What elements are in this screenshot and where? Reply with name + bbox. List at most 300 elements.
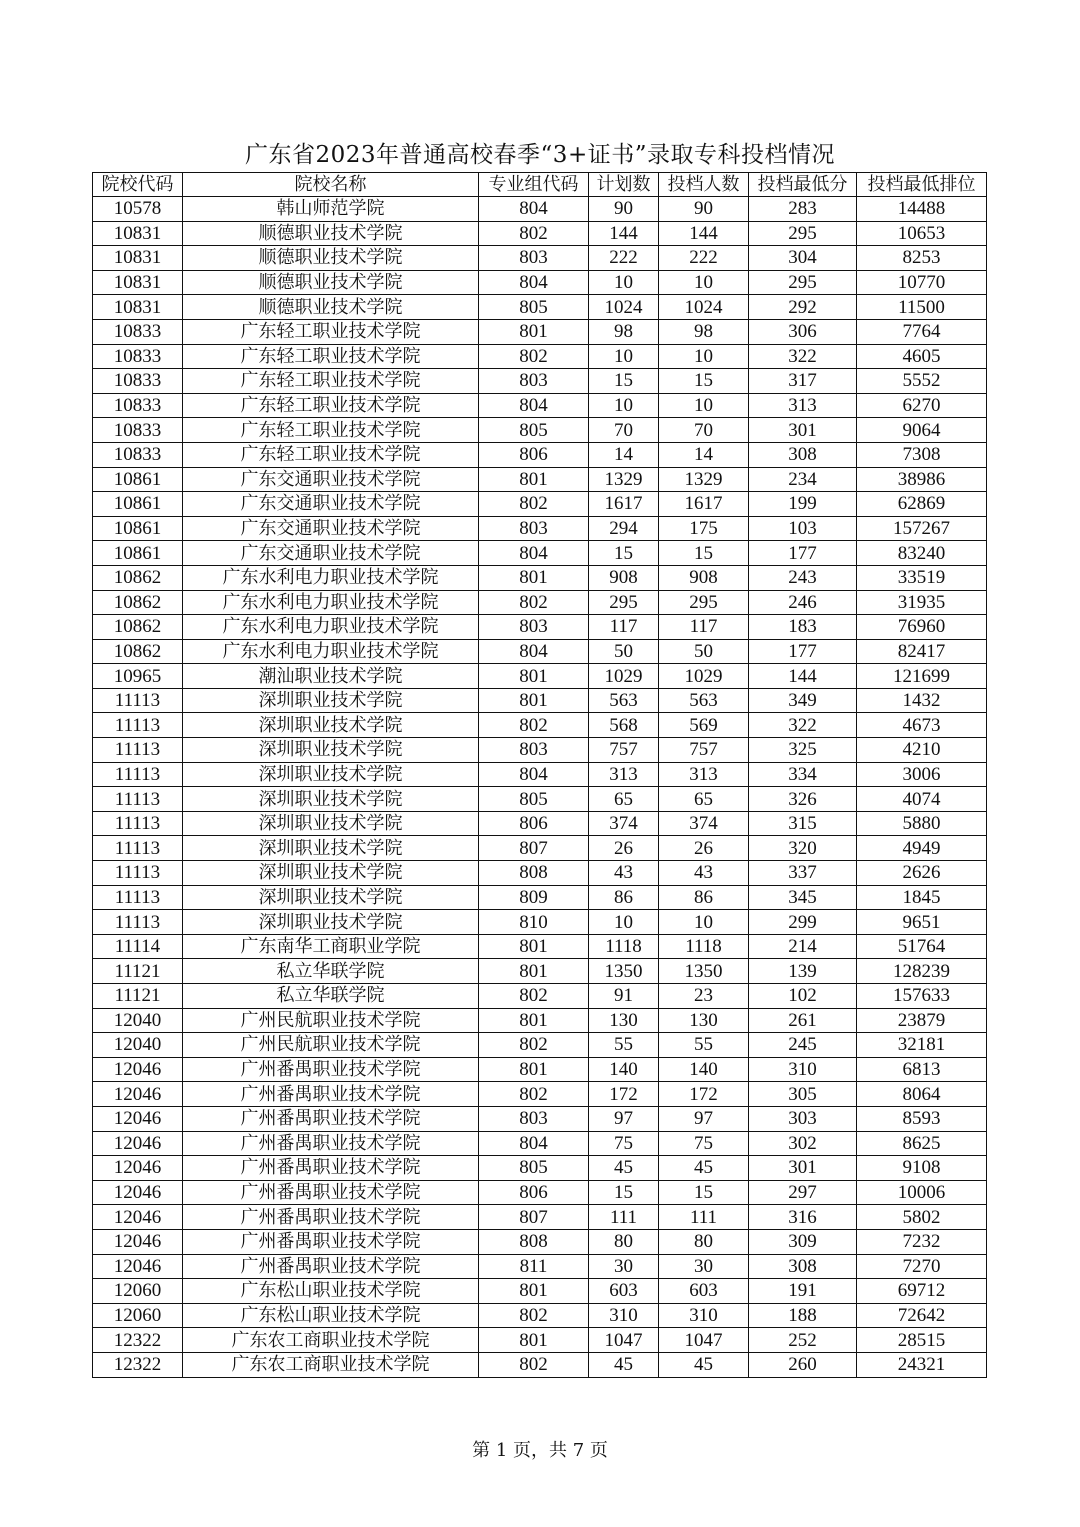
cell-min-rank: 31935 (857, 590, 987, 615)
table-row (93, 861, 987, 886)
cell-school-code: 12046 (93, 1057, 183, 1082)
document-title: 广东省2023年普通高校春季“3+证书”录取专科投档情况 (245, 142, 835, 168)
cell-school-name: 深圳职业技术学院 (183, 885, 479, 910)
cell-plan-count: 294 (589, 516, 659, 541)
cell-min-rank: 69712 (857, 1279, 987, 1304)
cell-min-rank: 8625 (857, 1131, 987, 1156)
cell-plan-count: 75 (589, 1131, 659, 1156)
cell-admitted-count: 1024 (659, 295, 749, 320)
cell-admitted-count: 15 (659, 541, 749, 566)
table-row (93, 1106, 987, 1131)
cell-school-name: 顺德职业技术学院 (183, 295, 479, 320)
cell-min-rank: 8064 (857, 1082, 987, 1107)
cell-min-rank: 2626 (857, 861, 987, 886)
cell-min-rank: 9108 (857, 1156, 987, 1181)
cell-group-code: 802 (479, 1352, 589, 1377)
table-row (93, 565, 987, 590)
cell-min-rank: 6270 (857, 393, 987, 418)
table-header-row (93, 173, 987, 197)
cell-plan-count: 26 (589, 836, 659, 861)
cell-min-score: 345 (749, 885, 857, 910)
cell-school-code: 10578 (93, 197, 183, 222)
cell-min-score: 188 (749, 1303, 857, 1328)
cell-admitted-count: 222 (659, 246, 749, 271)
cell-school-name: 顺德职业技术学院 (183, 246, 479, 271)
table-row (93, 984, 987, 1009)
cell-admitted-count: 10 (659, 393, 749, 418)
cell-school-code: 11113 (93, 762, 183, 787)
cell-min-score: 103 (749, 516, 857, 541)
cell-min-score: 317 (749, 369, 857, 394)
cell-school-code: 12046 (93, 1156, 183, 1181)
cell-admitted-count: 1118 (659, 934, 749, 959)
cell-admitted-count: 80 (659, 1229, 749, 1254)
cell-school-code: 10861 (93, 541, 183, 566)
cell-admitted-count: 65 (659, 787, 749, 812)
cell-school-name: 深圳职业技术学院 (183, 713, 479, 738)
cell-school-name: 广东交通职业技术学院 (183, 541, 479, 566)
cell-admitted-count: 1047 (659, 1328, 749, 1353)
cell-plan-count: 97 (589, 1106, 659, 1131)
cell-group-code: 801 (479, 1328, 589, 1353)
cell-group-code: 804 (479, 762, 589, 787)
cell-school-name: 广州番禺职业技术学院 (183, 1131, 479, 1156)
cell-group-code: 802 (479, 984, 589, 1009)
table-row (93, 1303, 987, 1328)
cell-school-name: 广东轻工职业技术学院 (183, 418, 479, 443)
cell-school-name: 广东交通职业技术学院 (183, 492, 479, 517)
cell-plan-count: 10 (589, 910, 659, 935)
cell-min-rank: 5552 (857, 369, 987, 394)
cell-plan-count: 310 (589, 1303, 659, 1328)
cell-school-name: 顺德职业技术学院 (183, 270, 479, 295)
cell-school-name: 广东水利电力职业技术学院 (183, 590, 479, 615)
cell-school-code: 10862 (93, 565, 183, 590)
cell-school-name: 潮汕职业技术学院 (183, 664, 479, 689)
cell-plan-count: 43 (589, 861, 659, 886)
cell-school-name: 广州民航职业技术学院 (183, 1033, 479, 1058)
cell-plan-count: 172 (589, 1082, 659, 1107)
cell-group-code: 801 (479, 688, 589, 713)
cell-school-code: 10861 (93, 467, 183, 492)
cell-min-rank: 14488 (857, 197, 987, 222)
cell-min-score: 313 (749, 393, 857, 418)
cell-school-name: 广州番禺职业技术学院 (183, 1106, 479, 1131)
cell-school-code: 12046 (93, 1229, 183, 1254)
cell-min-rank: 157267 (857, 516, 987, 541)
cell-min-score: 301 (749, 418, 857, 443)
column-header-min-score: 投档最低分 (749, 173, 857, 197)
cell-school-code: 10862 (93, 615, 183, 640)
cell-school-code: 11121 (93, 984, 183, 1009)
cell-min-rank: 51764 (857, 934, 987, 959)
cell-min-rank: 5880 (857, 811, 987, 836)
cell-admitted-count: 1350 (659, 959, 749, 984)
cell-admitted-count: 1617 (659, 492, 749, 517)
cell-min-rank: 72642 (857, 1303, 987, 1328)
cell-min-score: 308 (749, 442, 857, 467)
cell-min-rank: 4949 (857, 836, 987, 861)
cell-admitted-count: 43 (659, 861, 749, 886)
cell-min-score: 260 (749, 1352, 857, 1377)
cell-group-code: 808 (479, 1229, 589, 1254)
cell-admitted-count: 172 (659, 1082, 749, 1107)
table-row (93, 1082, 987, 1107)
cell-school-name: 广州番禺职业技术学院 (183, 1156, 479, 1181)
cell-school-name: 广东水利电力职业技术学院 (183, 565, 479, 590)
cell-admitted-count: 1029 (659, 664, 749, 689)
cell-plan-count: 91 (589, 984, 659, 1009)
cell-plan-count: 563 (589, 688, 659, 713)
column-header-admitted-count: 投档人数 (659, 173, 749, 197)
cell-school-code: 10833 (93, 393, 183, 418)
table-row (93, 590, 987, 615)
table-row (93, 1229, 987, 1254)
cell-plan-count: 98 (589, 319, 659, 344)
table-row (93, 1156, 987, 1181)
cell-plan-count: 140 (589, 1057, 659, 1082)
cell-min-score: 246 (749, 590, 857, 615)
cell-admitted-count: 144 (659, 221, 749, 246)
column-header-school-code: 院校代码 (93, 173, 183, 197)
cell-plan-count: 295 (589, 590, 659, 615)
cell-min-rank: 7270 (857, 1254, 987, 1279)
cell-min-rank: 4210 (857, 738, 987, 763)
cell-plan-count: 1024 (589, 295, 659, 320)
cell-plan-count: 313 (589, 762, 659, 787)
cell-school-code: 11113 (93, 688, 183, 713)
cell-admitted-count: 908 (659, 565, 749, 590)
cell-plan-count: 1617 (589, 492, 659, 517)
cell-min-rank: 82417 (857, 639, 987, 664)
cell-plan-count: 1118 (589, 934, 659, 959)
column-header-plan-count: 计划数 (589, 173, 659, 197)
cell-school-code: 10833 (93, 369, 183, 394)
cell-school-name: 韩山师范学院 (183, 197, 479, 222)
cell-min-rank: 10006 (857, 1180, 987, 1205)
table-row (93, 934, 987, 959)
table-row (93, 418, 987, 443)
table-row (93, 1008, 987, 1033)
cell-school-code: 12040 (93, 1033, 183, 1058)
cell-admitted-count: 603 (659, 1279, 749, 1304)
cell-min-score: 102 (749, 984, 857, 1009)
cell-group-code: 809 (479, 885, 589, 910)
cell-group-code: 802 (479, 344, 589, 369)
cell-admitted-count: 97 (659, 1106, 749, 1131)
cell-admitted-count: 10 (659, 270, 749, 295)
cell-admitted-count: 55 (659, 1033, 749, 1058)
cell-school-name: 顺德职业技术学院 (183, 221, 479, 246)
table-row (93, 1131, 987, 1156)
cell-group-code: 805 (479, 418, 589, 443)
cell-min-score: 252 (749, 1328, 857, 1353)
cell-school-name: 深圳职业技术学院 (183, 910, 479, 935)
cell-school-name: 广州番禺职业技术学院 (183, 1180, 479, 1205)
cell-group-code: 801 (479, 467, 589, 492)
cell-group-code: 805 (479, 295, 589, 320)
cell-group-code: 801 (479, 664, 589, 689)
table-row (93, 344, 987, 369)
cell-plan-count: 55 (589, 1033, 659, 1058)
cell-group-code: 801 (479, 319, 589, 344)
cell-min-score: 309 (749, 1229, 857, 1254)
table-row (93, 615, 987, 640)
cell-admitted-count: 10 (659, 344, 749, 369)
cell-min-rank: 3006 (857, 762, 987, 787)
cell-group-code: 804 (479, 639, 589, 664)
cell-group-code: 803 (479, 516, 589, 541)
cell-admitted-count: 70 (659, 418, 749, 443)
cell-min-score: 261 (749, 1008, 857, 1033)
cell-min-rank: 157633 (857, 984, 987, 1009)
column-header-min-rank: 投档最低排位 (857, 173, 987, 197)
cell-group-code: 802 (479, 1082, 589, 1107)
cell-plan-count: 130 (589, 1008, 659, 1033)
cell-group-code: 804 (479, 541, 589, 566)
cell-min-score: 292 (749, 295, 857, 320)
cell-min-score: 325 (749, 738, 857, 763)
cell-school-name: 深圳职业技术学院 (183, 787, 479, 812)
table-row (93, 541, 987, 566)
cell-group-code: 806 (479, 811, 589, 836)
cell-plan-count: 117 (589, 615, 659, 640)
cell-school-name: 广东交通职业技术学院 (183, 516, 479, 541)
cell-school-code: 10833 (93, 442, 183, 467)
cell-plan-count: 15 (589, 1180, 659, 1205)
cell-group-code: 802 (479, 492, 589, 517)
cell-min-score: 326 (749, 787, 857, 812)
cell-plan-count: 45 (589, 1352, 659, 1377)
cell-group-code: 803 (479, 738, 589, 763)
cell-min-rank: 23879 (857, 1008, 987, 1033)
cell-min-rank: 11500 (857, 295, 987, 320)
cell-school-name: 深圳职业技术学院 (183, 861, 479, 886)
cell-min-rank: 62869 (857, 492, 987, 517)
cell-min-score: 177 (749, 639, 857, 664)
cell-min-score: 177 (749, 541, 857, 566)
cell-min-rank: 83240 (857, 541, 987, 566)
table-row (93, 910, 987, 935)
cell-school-code: 10831 (93, 270, 183, 295)
cell-school-code: 11113 (93, 738, 183, 763)
cell-min-rank: 8593 (857, 1106, 987, 1131)
table-row (93, 197, 987, 222)
cell-group-code: 803 (479, 369, 589, 394)
cell-plan-count: 757 (589, 738, 659, 763)
cell-school-name: 广东农工商职业技术学院 (183, 1328, 479, 1353)
cell-min-rank: 28515 (857, 1328, 987, 1353)
cell-min-rank: 33519 (857, 565, 987, 590)
cell-min-rank: 7764 (857, 319, 987, 344)
cell-school-name: 深圳职业技术学院 (183, 738, 479, 763)
cell-admitted-count: 15 (659, 369, 749, 394)
table-row (93, 738, 987, 763)
cell-group-code: 802 (479, 713, 589, 738)
cell-school-code: 12060 (93, 1279, 183, 1304)
cell-admitted-count: 86 (659, 885, 749, 910)
cell-min-rank: 128239 (857, 959, 987, 984)
table-row (93, 1254, 987, 1279)
cell-min-score: 316 (749, 1205, 857, 1230)
cell-school-name: 广州番禺职业技术学院 (183, 1057, 479, 1082)
cell-school-code: 11114 (93, 934, 183, 959)
cell-admitted-count: 45 (659, 1156, 749, 1181)
cell-min-score: 299 (749, 910, 857, 935)
cell-school-name: 广东水利电力职业技术学院 (183, 639, 479, 664)
cell-group-code: 807 (479, 836, 589, 861)
table-row (93, 467, 987, 492)
table-row (93, 1057, 987, 1082)
cell-min-score: 199 (749, 492, 857, 517)
cell-school-code: 11113 (93, 910, 183, 935)
cell-plan-count: 70 (589, 418, 659, 443)
cell-group-code: 806 (479, 1180, 589, 1205)
cell-min-score: 304 (749, 246, 857, 271)
cell-plan-count: 50 (589, 639, 659, 664)
cell-admitted-count: 1329 (659, 467, 749, 492)
table-row (93, 885, 987, 910)
cell-min-score: 334 (749, 762, 857, 787)
cell-school-name: 广东松山职业技术学院 (183, 1279, 479, 1304)
cell-admitted-count: 295 (659, 590, 749, 615)
table-row (93, 836, 987, 861)
cell-school-code: 11113 (93, 713, 183, 738)
cell-school-name: 广东南华工商职业学院 (183, 934, 479, 959)
table-row (93, 1033, 987, 1058)
cell-group-code: 801 (479, 1279, 589, 1304)
cell-plan-count: 568 (589, 713, 659, 738)
cell-min-rank: 7308 (857, 442, 987, 467)
cell-group-code: 805 (479, 1156, 589, 1181)
cell-group-code: 804 (479, 197, 589, 222)
cell-group-code: 806 (479, 442, 589, 467)
cell-min-score: 214 (749, 934, 857, 959)
cell-school-name: 广州番禺职业技术学院 (183, 1082, 479, 1107)
table-row (93, 369, 987, 394)
cell-min-score: 297 (749, 1180, 857, 1205)
cell-min-score: 315 (749, 811, 857, 836)
cell-admitted-count: 23 (659, 984, 749, 1009)
cell-school-name: 广东水利电力职业技术学院 (183, 615, 479, 640)
cell-school-name: 广东交通职业技术学院 (183, 467, 479, 492)
cell-school-name: 广东松山职业技术学院 (183, 1303, 479, 1328)
cell-admitted-count: 310 (659, 1303, 749, 1328)
cell-min-score: 303 (749, 1106, 857, 1131)
cell-admitted-count: 563 (659, 688, 749, 713)
cell-school-name: 广东轻工职业技术学院 (183, 344, 479, 369)
cell-group-code: 801 (479, 1057, 589, 1082)
cell-school-code: 10862 (93, 639, 183, 664)
admission-table (92, 172, 987, 1378)
cell-group-code: 804 (479, 393, 589, 418)
table-row (93, 1279, 987, 1304)
cell-admitted-count: 10 (659, 910, 749, 935)
cell-school-code: 10861 (93, 492, 183, 517)
cell-min-rank: 38986 (857, 467, 987, 492)
table-row (93, 762, 987, 787)
cell-school-name: 广东轻工职业技术学院 (183, 319, 479, 344)
table-row (93, 787, 987, 812)
cell-min-score: 295 (749, 270, 857, 295)
cell-admitted-count: 50 (659, 639, 749, 664)
cell-admitted-count: 30 (659, 1254, 749, 1279)
cell-admitted-count: 15 (659, 1180, 749, 1205)
cell-school-name: 广东轻工职业技术学院 (183, 442, 479, 467)
cell-school-code: 10833 (93, 319, 183, 344)
cell-min-rank: 5802 (857, 1205, 987, 1230)
cell-min-score: 295 (749, 221, 857, 246)
table-row (93, 393, 987, 418)
cell-min-score: 245 (749, 1033, 857, 1058)
cell-school-name: 广州番禺职业技术学院 (183, 1254, 479, 1279)
cell-school-name: 广州番禺职业技术学院 (183, 1205, 479, 1230)
cell-plan-count: 1329 (589, 467, 659, 492)
cell-school-name: 深圳职业技术学院 (183, 762, 479, 787)
cell-group-code: 802 (479, 1303, 589, 1328)
cell-plan-count: 15 (589, 541, 659, 566)
cell-min-rank: 4605 (857, 344, 987, 369)
cell-group-code: 804 (479, 270, 589, 295)
cell-min-score: 322 (749, 344, 857, 369)
cell-school-code: 11113 (93, 861, 183, 886)
cell-school-name: 广州番禺职业技术学院 (183, 1229, 479, 1254)
cell-admitted-count: 111 (659, 1205, 749, 1230)
cell-school-code: 12040 (93, 1008, 183, 1033)
cell-admitted-count: 45 (659, 1352, 749, 1377)
cell-min-score: 310 (749, 1057, 857, 1082)
cell-plan-count: 1047 (589, 1328, 659, 1353)
cell-plan-count: 1350 (589, 959, 659, 984)
cell-school-code: 10833 (93, 344, 183, 369)
cell-min-rank: 32181 (857, 1033, 987, 1058)
cell-min-rank: 8253 (857, 246, 987, 271)
cell-min-rank: 76960 (857, 615, 987, 640)
cell-min-score: 302 (749, 1131, 857, 1156)
cell-school-code: 12322 (93, 1352, 183, 1377)
cell-admitted-count: 117 (659, 615, 749, 640)
cell-school-name: 广东农工商职业技术学院 (183, 1352, 479, 1377)
cell-school-name: 广东轻工职业技术学院 (183, 393, 479, 418)
cell-min-rank: 10770 (857, 270, 987, 295)
table-row (93, 295, 987, 320)
cell-group-code: 805 (479, 787, 589, 812)
cell-min-rank: 4673 (857, 713, 987, 738)
cell-plan-count: 30 (589, 1254, 659, 1279)
cell-min-rank: 24321 (857, 1352, 987, 1377)
cell-admitted-count: 26 (659, 836, 749, 861)
cell-min-rank: 6813 (857, 1057, 987, 1082)
cell-min-score: 283 (749, 197, 857, 222)
cell-school-name: 深圳职业技术学院 (183, 688, 479, 713)
cell-plan-count: 14 (589, 442, 659, 467)
cell-admitted-count: 75 (659, 1131, 749, 1156)
cell-group-code: 802 (479, 1033, 589, 1058)
cell-school-code: 11113 (93, 811, 183, 836)
cell-school-code: 11113 (93, 787, 183, 812)
cell-plan-count: 90 (589, 197, 659, 222)
cell-plan-count: 144 (589, 221, 659, 246)
page-footer: 第 1 页，共 7 页 (472, 1440, 608, 1461)
cell-school-code: 12046 (93, 1131, 183, 1156)
cell-plan-count: 10 (589, 344, 659, 369)
cell-school-name: 私立华联学院 (183, 959, 479, 984)
column-header-school-name: 院校名称 (183, 173, 479, 197)
cell-admitted-count: 130 (659, 1008, 749, 1033)
cell-group-code: 804 (479, 1131, 589, 1156)
cell-min-score: 308 (749, 1254, 857, 1279)
cell-group-code: 803 (479, 1106, 589, 1131)
